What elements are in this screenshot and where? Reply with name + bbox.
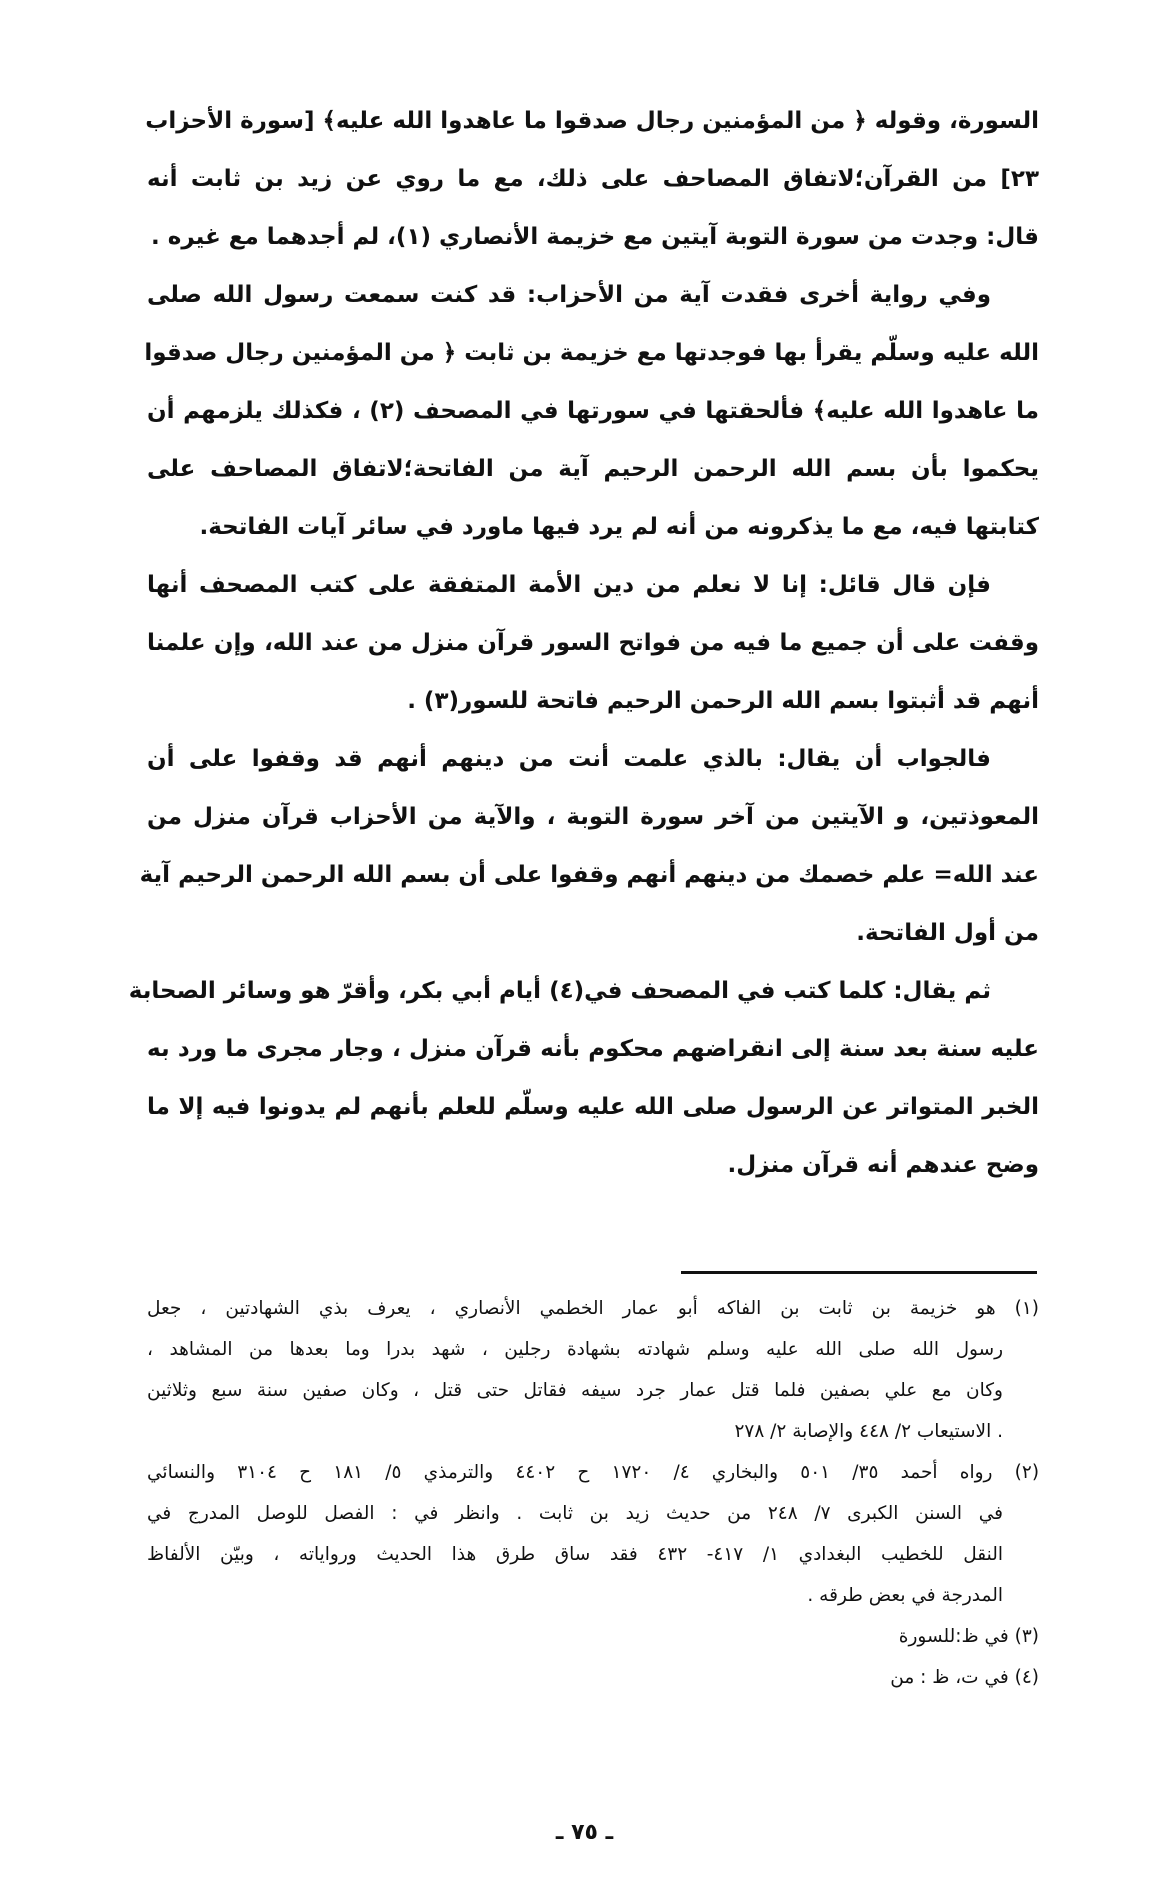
footnote-line: (١) هو خزيمة بن ثابت بن الفاكه أبو عمار الخطمي الأنصاري ، يعرف بذي الشهادتين ، جعل: [147, 1298, 1039, 1319]
text-line: الخبر المتواتر عن الرسول صلى الله عليه وسلّم للعلم بأنهم لم يدونوا فيه إلا ما: [147, 1094, 1039, 1120]
footnote-line: (٢) رواه أحمد ٣٥/ ٥٠١ والبخاري ٤/ ١٧٢٠ ح ٤٤٠٢ والترمذي ٥/ ١٨١ ح ٣١٠٤ والنسائي: [147, 1462, 1040, 1483]
footnotes: [147, 1288, 1039, 1698]
text-line: الله عليه وسلّم يقرأ بها فوجدتها مع خزيمة بن ثابت ﴿ من المؤمنين رجال صدقوا: [144, 340, 1039, 366]
text-line: وقفت على أن جميع ما فيه من فواتح السور قرآن منزل من عند الله، وإن علمنا: [147, 630, 1039, 656]
footnote-line: . الاستيعاب ٢/ ٤٤٨ والإصابة ٢/ ٢٧٨: [734, 1421, 1003, 1442]
text-line: السورة، وقوله ﴿ من المؤمنين رجال صدقوا ما عاهدوا الله عليه﴾ [سورة الأحزاب: [145, 108, 1039, 134]
text-line: يحكموا بأن بسم الله الرحمن الرحيم آية من الفاتحة؛لاتفاق المصاحف على: [147, 456, 1039, 482]
text-line: عند الله= علم خصمك من دينهم أنهم وقفوا على أن بسم الله الرحمن الرحيم آية: [139, 862, 1039, 888]
text-line: المعوذتين، و الآيتين من آخر سورة التوبة ، والآية من الأحزاب قرآن منزل من: [147, 804, 1039, 830]
text-line: فالجواب أن يقال: بالذي علمت أنت من دينهم أنهم قد وقفوا على أن: [147, 746, 991, 772]
footnote-line: في السنن الكبرى ٧/ ٢٤٨ من حديث زيد بن ثابت . وانظر في : الفصل للوصل المدرج في: [147, 1503, 1003, 1524]
text-line: وضح عندهم أنه قرآن منزل.: [727, 1152, 1039, 1178]
footnote-line: وكان مع علي بصفين فلما قتل عمار جرد سيفه فقاتل حتى قتل ، وكان صفين سنة سبع وثلاثين: [147, 1380, 1003, 1401]
footnote-separator: [681, 1271, 1037, 1274]
text-line: من أول الفاتحة.: [856, 920, 1039, 946]
text-line: ٢٣] من القرآن؛لاتفاق المصاحف على ذلك، مع ما روي عن زيد بن ثابت أنه: [147, 166, 1039, 192]
footnote-line: (٤) في ت، ظ : من: [890, 1667, 1039, 1688]
text-line: ثم يقال: كلما كتب في المصحف في(٤) أيام أبي بكر، وأقرّ هو وسائر الصحابة: [128, 978, 991, 1004]
text-line: ما عاهدوا الله عليه﴾ فألحقتها في سورتها في المصحف (٢) ، فكذلك يلزمهم أن: [147, 398, 1039, 424]
footnote-line: رسول الله صلى الله عليه وسلم شهادته بشهادة رجلين ، شهد بدرا وما بعدها من المشاهد ،: [147, 1339, 1003, 1360]
footnote-line: (٣) في ظ:للسورة: [898, 1626, 1039, 1647]
text-line: وفي رواية أخرى فقدت آية من الأحزاب: قد كنت سمعت رسول الله صلى: [147, 282, 991, 308]
text-line: فإن قال قائل: إنا لا نعلم من دين الأمة المتفقة على كتب المصحف أنها: [147, 572, 991, 598]
footnote-line: النقل للخطيب البغدادي ١/ ٤١٧- ٤٣٢ فقد ساق طرق هذا الحديث ورواياته ، وبيّن الألفاظ: [147, 1544, 1003, 1565]
footnote-line: المدرجة في بعض طرقه .: [807, 1585, 1003, 1606]
main-text: [128, 92, 1039, 1194]
text-line: عليه سنة بعد سنة إلى انقراضهم محكوم بأنه قرآن منزل ، وجار مجرى ما ورد به: [147, 1036, 1039, 1062]
page-number: ـ ٧٥ ـ: [555, 1820, 614, 1845]
text-line: قال: وجدت من سورة التوبة آيتين مع خزيمة الأنصاري (١)، لم أجدهما مع غيره .: [151, 224, 1039, 250]
text-line: أنهم قد أثبتوا بسم الله الرحمن الرحيم فاتحة للسور(٣) .: [407, 688, 1039, 714]
text-line: كتابتها فيه، مع ما يذكرونه من أنه لم يرد فيها ماورد في سائر آيات الفاتحة.: [199, 514, 1039, 540]
